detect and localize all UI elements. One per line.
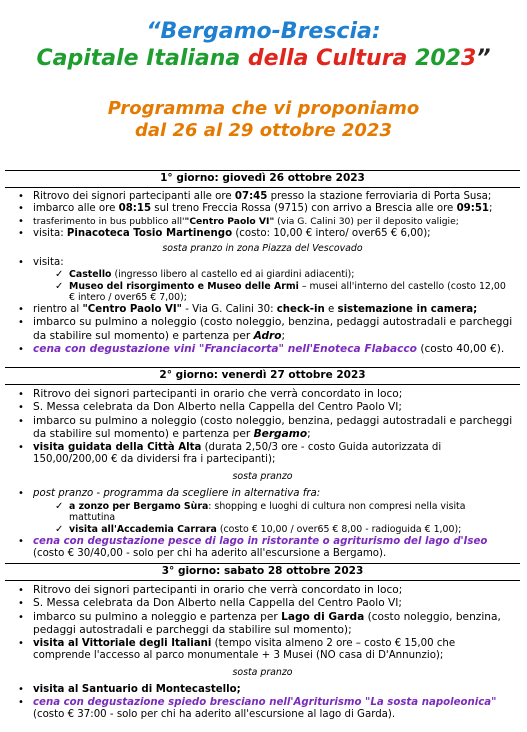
list-item: • Ritrovo dei signori partecipanti alle ore 07:45 presso la stazione ferroviaria di Porta Susa; <box>5 191 520 203</box>
list-item: • Ritrovo dei signori partecipanti in orario che verrà concordato in loco; <box>5 388 520 401</box>
list-item: • cena con degustazione spiedo bresciano nell'Agriturismo "La sosta napoleonica" (costo € 37:00 - solo per chi ha aderito all'escursione al lago di Garda). <box>5 697 520 722</box>
programme-subtitle: Programma che vi proponiamo dal 26 al 29 ottobre 2023 <box>107 98 420 141</box>
day-1-section <box>5 170 520 356</box>
list-item: • imbarco su pulmino a noleggio (costo noleggio, benzina, pedaggi autostradali e parcheggi da stabilire sul momento) e partenza per Adro; <box>5 316 520 343</box>
list-item: ✓ Museo del risorgimento e Museo delle Armi – musei all'interno del castello (costo 12,00 € intero / over65 € 7,00); <box>5 281 520 304</box>
list-item: • imbarco alle ore 08:15 sul treno Freccia Rossa (9715) con arrivo a Brescia alle ore 09:51; <box>5 203 520 215</box>
list-item: • visita: Pinacoteca Tosio Martinengo (costo: 10,00 € intero/ over65 € 6,00); <box>5 228 520 240</box>
day-3-title: 3° giorno: sabato 28 ottobre 2023 <box>5 564 520 581</box>
list-item: • cena con degustazione vini "Franciacorta" nell'Enoteca Flabacco (costo 40,00 €). <box>5 343 520 356</box>
document-header <box>0 18 527 72</box>
list-item: • rientro al "Centro Paolo VI" - Via G. Calini 30: check-in e sistemazione in camera; <box>5 304 520 316</box>
list-item: • post pranzo - programma da scegliere in alternativa fra: <box>5 488 520 500</box>
day-1-title: 1° giorno: giovedì 26 ottobre 2023 <box>5 171 520 188</box>
list-item: • visita guidata della Città Alta (durata 2,50/3 ore - costo Guida autorizzata di 150,00/200,00 € da dividersi fra i partecipanti); <box>5 442 520 467</box>
list-item: ✓ a zonzo per Bergamo Sùra: shopping e luoghi di cultura non compresi nella visita mattutina <box>5 501 520 524</box>
list-item: • cena con degustazione pesce di lago in ristorante o agriturismo del lago d'Iseo (costo € 30/40,00 - solo per chi ha aderito all'escursione a Bergamo). <box>5 536 520 561</box>
list-item: • trasferimento in bus pubblico all'"Centro Paolo VI" (via G. Calini 30) per il deposito valigie; <box>5 216 520 228</box>
list-item: • visita al Santuario di Montecastello; <box>5 684 520 696</box>
list-item: • S. Messa celebrata da Don Alberto nella Cappella del Centro Paolo VI; <box>5 401 520 414</box>
day-2-title: 2° giorno: venerdì 27 ottobre 2023 <box>5 368 520 385</box>
list-item: • imbarco su pulmino a noleggio (costo noleggio, benzina, pedaggi autostradali e parcheggi da stabilire sul momento) e partenza per Bergamo; <box>5 415 520 442</box>
day-3-section <box>5 563 520 722</box>
header-line-2: Capitale Italiana della Cultura 2023” <box>36 46 491 71</box>
header-line-1: “Bergamo-Brescia: <box>146 19 381 44</box>
day-2-section <box>5 367 520 560</box>
lunch-note: sosta pranzo <box>232 667 293 679</box>
list-item: • visita: <box>5 257 520 269</box>
list-item: • visita al Vittoriale degli Italiani (tempo visita almeno 2 ore – costo € 15,00 che comprende l'accesso al parco monumentale + 3 Musei (NO casa di D'Annunzio); <box>5 638 520 663</box>
list-item: ✓ Castello (ingresso libero al castello ed ai giardini adiacenti); <box>5 269 520 281</box>
list-item: • Ritrovo dei signori partecipanti in orario che verrà concordato in loco; <box>5 584 520 597</box>
list-item: ✓ visita all'Accademia Carrara (costo € 10,00 / over65 € 8,00 - radioguida € 1,00); <box>5 524 520 536</box>
lunch-note: sosta pranzo <box>232 471 293 483</box>
list-item: • imbarco su pulmino a noleggio e partenza per Lago di Garda (costo noleggio, benzina, pedaggi autostradali e parcheggi da stabilire sul momento); <box>5 611 520 638</box>
list-item: • S. Messa celebrata da Don Alberto nella Cappella del Centro Paolo VI; <box>5 597 520 610</box>
lunch-note: sosta pranzo in zona Piazza del Vescovado <box>162 242 363 254</box>
